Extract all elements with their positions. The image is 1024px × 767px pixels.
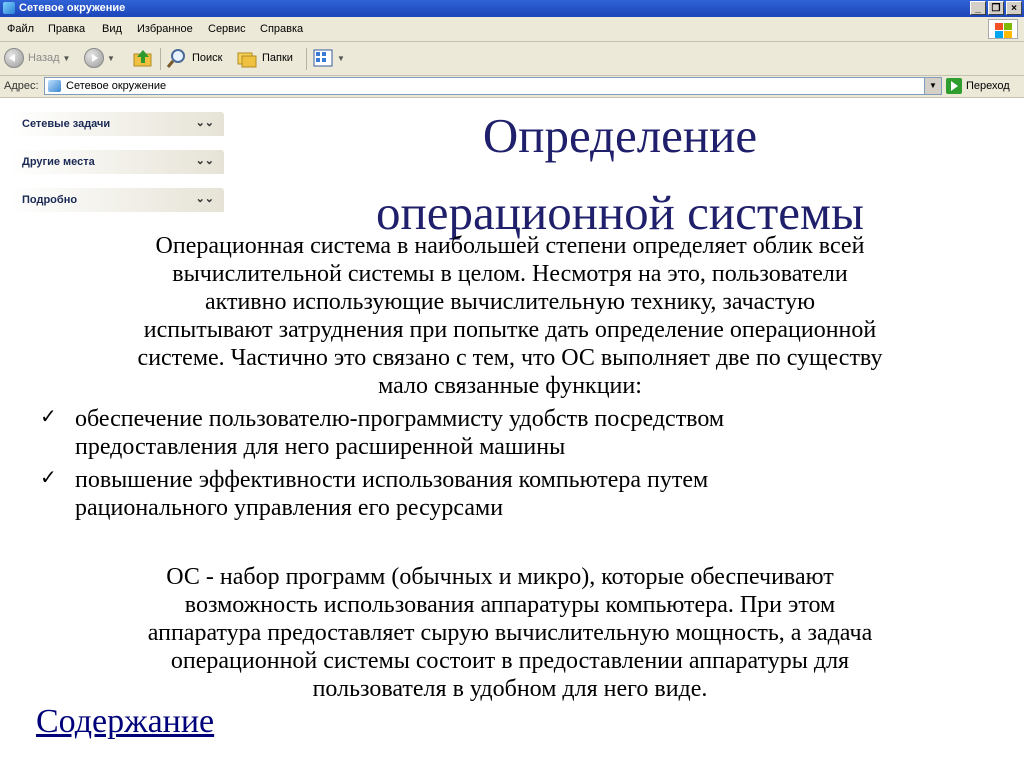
windows-logo-icon <box>988 19 1018 39</box>
menu-tools[interactable]: Сервис <box>208 23 246 35</box>
forward-arrow-icon <box>84 48 104 68</box>
intro-line: вычислительной системы в целом. Несмотря на это, пользователи <box>172 261 848 287</box>
chevron-down-icon: ▼ <box>62 53 71 63</box>
definition-line: возможность использования аппаратуры компьютера. При этом <box>184 592 836 618</box>
panel-other-places[interactable] <box>9 150 224 174</box>
title-line-2: операционной системы <box>376 185 864 240</box>
network-places-icon <box>48 80 61 92</box>
panel-label: Сетевые задачи <box>22 118 111 130</box>
definition-paragraph <box>80 563 940 703</box>
panel-details[interactable] <box>9 188 224 212</box>
address-bar <box>0 76 1024 98</box>
menu-help[interactable]: Справка <box>260 23 304 35</box>
bullet-line: рационального управления его ресурсами <box>75 495 504 521</box>
maximize-button[interactable]: ❐ <box>988 1 1004 15</box>
menu-bar <box>0 17 1024 42</box>
panel-network-tasks[interactable] <box>9 112 224 136</box>
page-title <box>300 97 940 251</box>
views-icon <box>312 47 334 69</box>
bullet-item <box>75 466 708 522</box>
intro-line: системе. Частично это связано с тем, что ОС выполняет две по существу <box>137 345 883 371</box>
address-dropdown-button[interactable]: ▼ <box>924 78 941 94</box>
intro-paragraph <box>80 232 940 400</box>
definition-line: операционной системы состоит в предоставлении аппаратуры для <box>170 648 850 674</box>
definition-line: ОС - набор программ (обычных и микро), которые обеспечивают <box>166 564 834 590</box>
forward-button[interactable] <box>84 47 115 69</box>
bullet-item <box>75 405 724 461</box>
panel-label: Подробно <box>22 194 78 206</box>
definition-line: пользователя в удобном для него виде. <box>312 676 708 702</box>
up-button[interactable] <box>132 47 154 69</box>
go-label: Переход <box>966 80 1010 92</box>
intro-line: активно использующие вычислительную технику, зачастую <box>204 289 816 315</box>
address-value: Сетевое окружение <box>66 80 167 92</box>
go-arrow-icon <box>946 78 962 94</box>
bullet-line: предоставления для него расширенной машины <box>75 434 566 460</box>
bullet-line: обеспечение пользователю-программисту удобств посредством <box>75 406 725 432</box>
address-label: Адрес: <box>4 80 39 92</box>
go-button[interactable] <box>946 78 1010 94</box>
chevron-down-icon: ▼ <box>337 53 345 63</box>
back-arrow-icon <box>4 48 24 68</box>
contents-link[interactable]: Содержание <box>36 703 215 740</box>
menu-favorites[interactable]: Избранное <box>137 23 193 35</box>
intro-line: мало связанные функции: <box>378 373 642 399</box>
window-title: Сетевое окружение <box>19 2 126 14</box>
folders-icon <box>236 47 258 69</box>
back-button[interactable] <box>4 47 70 69</box>
search-button[interactable] <box>166 47 222 69</box>
check-icon: ✓ <box>40 465 57 489</box>
folders-button[interactable] <box>236 47 293 69</box>
window-title-bar[interactable] <box>0 0 1024 17</box>
minimize-button[interactable]: _ <box>970 1 986 15</box>
double-chevron-down-icon[interactable]: ⌄⌄ <box>195 117 214 129</box>
double-chevron-down-icon[interactable]: ⌄⌄ <box>195 155 214 167</box>
close-button[interactable]: × <box>1006 1 1022 15</box>
folder-up-icon <box>132 47 154 69</box>
check-icon: ✓ <box>40 404 57 428</box>
menu-file[interactable]: Файл <box>7 23 35 35</box>
double-chevron-down-icon[interactable]: ⌄⌄ <box>195 193 214 205</box>
views-button[interactable] <box>312 47 345 69</box>
intro-line: Операционная система в наибольшей степени определяет облик всей <box>155 233 865 259</box>
menu-view[interactable]: Вид <box>102 23 122 35</box>
address-input[interactable] <box>44 77 942 95</box>
folders-label: Папки <box>262 52 293 64</box>
search-icon <box>166 47 188 69</box>
network-places-icon <box>3 2 15 14</box>
title-line-1: Определение <box>482 108 758 163</box>
back-label: Назад <box>28 52 60 64</box>
bullet-line: повышение эффективности использования компьютера путем <box>75 467 709 493</box>
search-label: Поиск <box>192 52 223 64</box>
chevron-down-icon: ▼ <box>107 53 115 63</box>
intro-line: испытывают затруднения при попытке дать определение операционной <box>143 317 877 343</box>
toolbar <box>0 42 1024 76</box>
panel-label: Другие места <box>22 156 95 168</box>
definition-line: аппаратура предоставляет сырую вычислительную мощность, а задача <box>147 620 873 646</box>
menu-edit[interactable]: Правка <box>48 23 86 35</box>
